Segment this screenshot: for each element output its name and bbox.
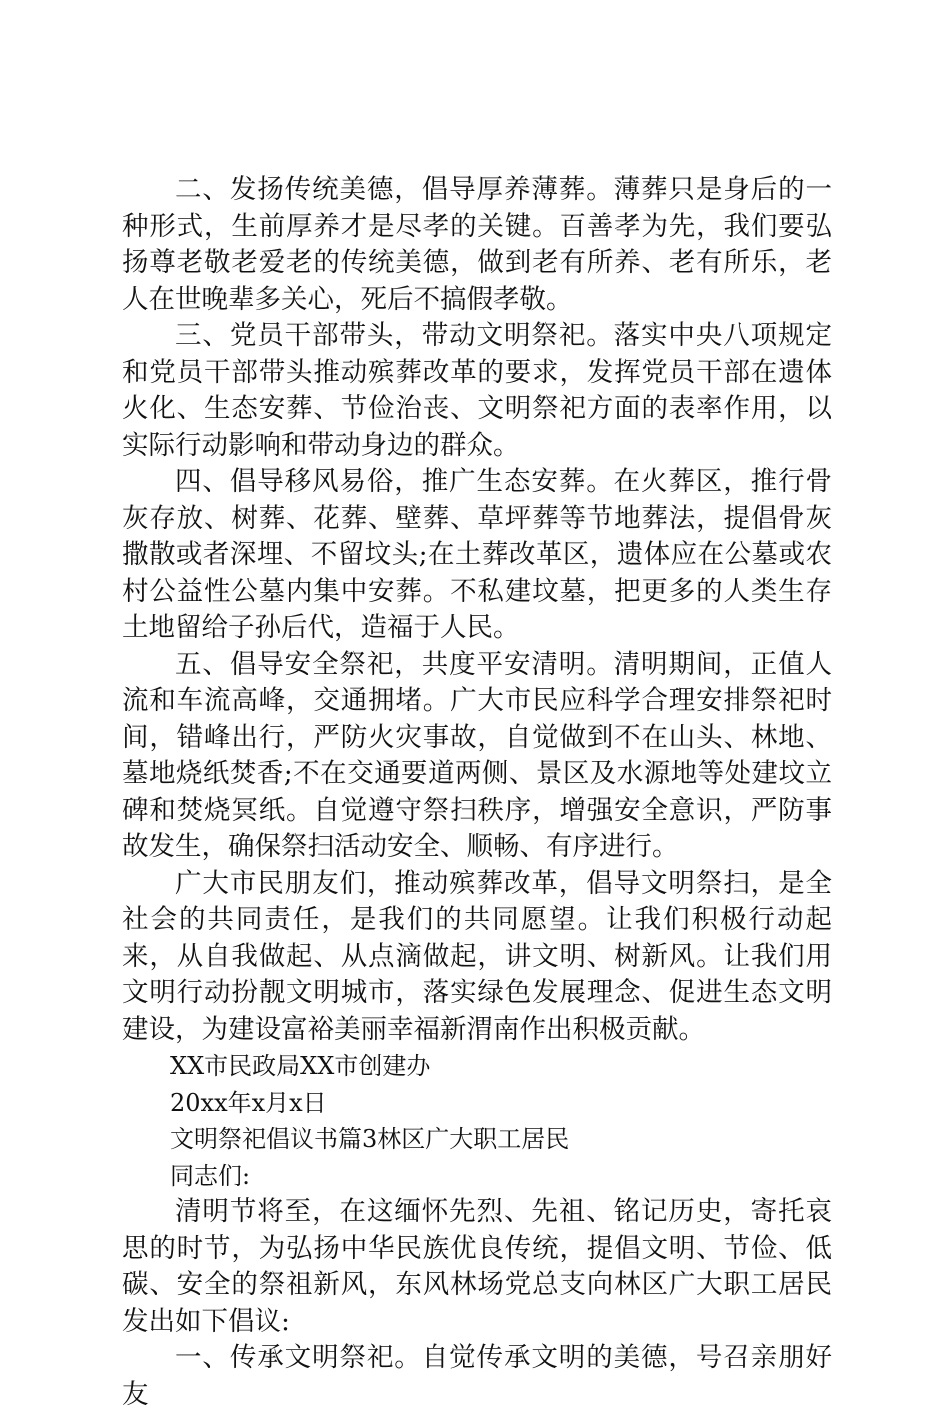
signature: XX市民政局XX市创建办	[170, 1052, 431, 1080]
paragraph-2: 二、发扬传统美德，倡导厚养薄葬。薄葬只是身后的一种形式，生前厚养才是尽孝的关键。百善孝为先，我们要弘扬尊老敬老爱老的传统美德，做到老有所养、老有所乐，老人在世晚辈多关心，死后不搞假孝敬。	[122, 174, 832, 315]
date: 20xx年x月x日	[170, 1088, 327, 1117]
paragraph-4: 四、倡导移风易俗，推广生态安葬。在火葬区，推行骨灰存放、树葬、花葬、壁葬、草坪葬等节地葬法，提倡骨灰撒散或者深埋、不留坟头;在土葬改革区，遗体应在公墓或农村公益性公墓内集中安葬。不私建坟墓，把更多的人类生存土地留给子孙后代，造福于人民。	[122, 466, 832, 643]
document-page	[122, 172, 832, 1413]
section-heading: 文明祭祀倡议书篇3林区广大职工居民	[170, 1125, 570, 1153]
paragraph-5: 五、倡导安全祭祀，共度平安清明。清明期间，正值人流和车流高峰，交通拥堵。广大市民应科学合理安排祭祀时间，错峰出行，严防火灾事故，自觉做到不在山头、林地、墓地烧纸焚香;不在交通要道两侧、景区及水源地等处建坟立碑和焚烧冥纸。自觉遵守祭扫秩序，增强安全意识，严防事故发生，确保祭扫活动安全、顺畅、有序进行。	[122, 648, 832, 862]
closing-paragraph: 广大市民朋友们，推动殡葬改革，倡导文明祭扫，是全社会的共同责任，是我们的共同愿望。让我们积极行动起来，从自我做起、从点滴做起，讲文明、树新风。让我们用文明行动扮靓文明城市，落实绿色发展理念、促进生态文明建设，为建设富裕美丽幸福新渭南作出积极贡献。	[122, 867, 832, 1045]
paragraph-3: 三、党员干部带头，带动文明祭祀。落实中央八项规定和党员干部带头推动殡葬改革的要求，发挥党员干部在遗体火化、生态安葬、节俭治丧、文明祭祀方面的表率作用，以实际行动影响和带动身边的群众。	[122, 320, 832, 461]
salutation: 同志们:	[170, 1161, 251, 1190]
item-1-paragraph: 一、传承文明祭祀。自觉传承文明的美德，号召亲朋好友	[122, 1342, 832, 1410]
intro-paragraph: 清明节将至，在这缅怀先烈、先祖、铭记历史，寄托哀思的时节，为弘扬中华民族优良传统，提倡文明、节俭、低碳、安全的祭祖新风，东风林场党总支向林区广大职工居民发出如下倡议:	[122, 1196, 832, 1337]
